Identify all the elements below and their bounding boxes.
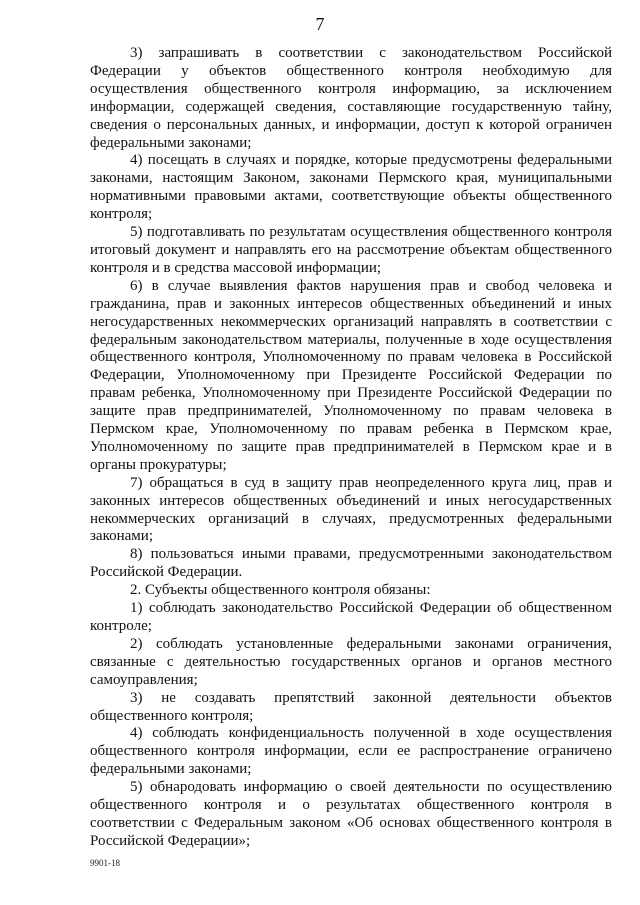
footer-code: 9901-18 [90, 858, 120, 868]
paragraph-duty-4: 4) соблюдать конфиденциальность полученной в ходе осуществления общественного контроля информации, если ее распространение ограничено федеральными законами; [90, 725, 612, 778]
paragraph-right-8: 8) пользоваться иными правами, предусмотренными законодательством Российской Федерации. [90, 546, 612, 581]
page-number: 7 [315, 14, 325, 34]
paragraph-duty-3: 3) не создавать препятствий законной деятельности объектов общественного контроля; [90, 689, 612, 724]
paragraph-duty-2: 2) соблюдать установленные федеральными законами ограничения, связанные с деятельностью государственных органов и органов местного самоуправления; [90, 635, 612, 688]
paragraph-right-7: 7) обращаться в суд в защиту прав неопределенного круга лиц, прав и законных интересов общественных объединений и иных негосударственных некоммерческих организаций в случаях, предусмотренных федеральными законами; [90, 474, 612, 545]
paragraph-duty-1: 1) соблюдать законодательство Российской Федерации об общественном контроле; [90, 600, 612, 634]
document-body [90, 45, 612, 851]
paragraph-duty-5: 5) обнародовать информацию о своей деятельности по осуществлению общественного контроля и о результатах общественного контроля в соответствии с Федеральным законом «Об основах общественного контроля в Российской Федерации»; [90, 779, 612, 849]
paragraph-right-5: 5) подготавливать по результатам осуществления общественного контроля итоговый документ и направлять его на рассмотрение объектам общественного контроля и в средства массовой информации; [90, 224, 612, 276]
paragraph-right-4: 4) посещать в случаях и порядке, которые предусмотрены федеральными законами, настоящим Законом, законами Пермского края, муниципальными нормативными правовыми актами, соответствующие объекты общественного контроля; [90, 152, 612, 223]
paragraph-right-6: 6) в случае выявления фактов нарушения прав и свобод человека и гражданина, прав и законных интересов общественных объединений и иных негосударственных некоммерческих организаций направлять в соответствии с федеральным законодательством материалы, полученные в ходе осуществления общественного контроля, Уполномоченному по правам человека в Российской Федерации, Уполномоченному при Президенте Российской Федерации по правам ребенка, Уполномоченному при Президенте Российской Федерации по защите прав предпринимателей, Уполномоченному по правам человека в Пермском крае, Уполномоченному по правам ребенка в Пермском крае, Уполномоченному по защите прав предпринимателей в Пермском крае и в органы прокуратуры; [90, 277, 612, 473]
paragraph-right-3: 3) запрашивать в соответствии с законодательством Российской Федерации у объектов общественного контроля необходимую для осуществления общественного контроля информацию, за исключением информации, содержащей сведения, составляющие государственную тайну, сведения о персональных данных, и информации, доступ к которой ограничен федеральными законами; [90, 45, 612, 151]
section-heading-duties: 2. Субъекты общественного контроля обязаны: [130, 582, 431, 599]
